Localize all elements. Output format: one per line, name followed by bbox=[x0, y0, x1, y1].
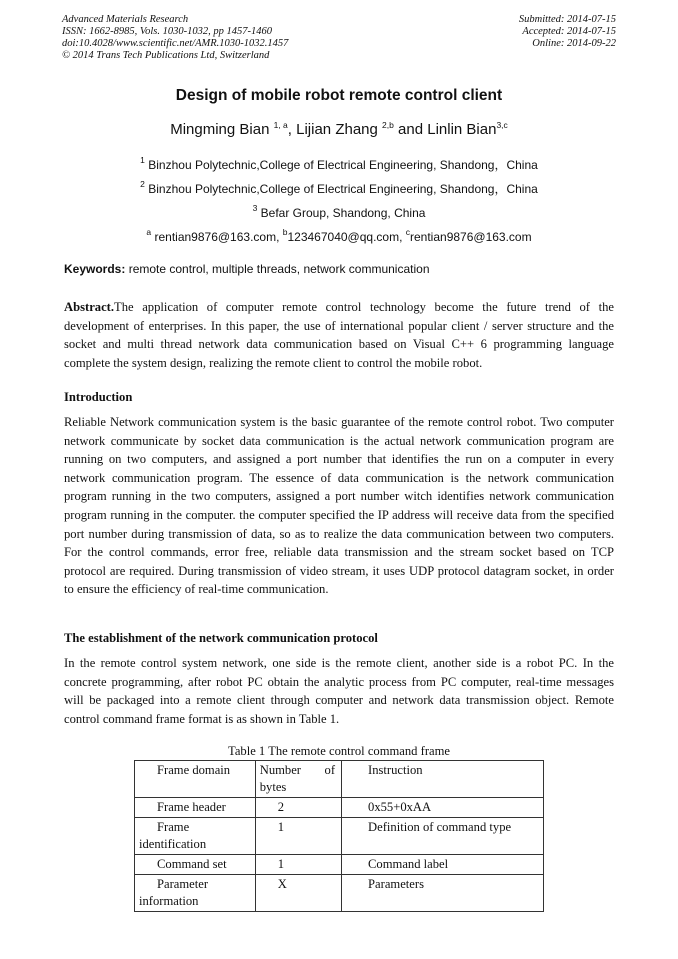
affiliation-text: Befar Group, Shandong, China bbox=[260, 206, 426, 220]
header-number: Number bbox=[259, 763, 302, 777]
instruction: Definition of command type bbox=[368, 820, 512, 834]
author-sup: 2,b bbox=[382, 120, 394, 130]
author-list bbox=[0, 120, 678, 138]
accepted-date: Accepted: 2014-07-15 bbox=[522, 26, 616, 37]
affiliation-text: Binzhou Polytechnic,College of Electrical Engineering, Shandong，China bbox=[148, 182, 538, 196]
copyright: © 2014 Trans Tech Publications Ltd, Switzerland bbox=[62, 50, 270, 61]
section-heading-introduction: Introduction bbox=[64, 390, 133, 404]
table-cell bbox=[342, 798, 544, 818]
author-name: Linlin Bian bbox=[427, 121, 497, 138]
affiliation-sup: 1 bbox=[140, 155, 145, 165]
table-cell bbox=[255, 875, 341, 912]
abstract bbox=[64, 298, 614, 372]
author-name: Lijian Zhang bbox=[296, 121, 378, 138]
table-cell bbox=[135, 855, 256, 875]
journal-info bbox=[62, 14, 288, 62]
introduction-text: Reliable Network communication system is the basic guarantee of the remote control robot. Two computer network communicate by socket data communication is the actual network communication program are running on two computers, and assigned a port number that identifies the run on a computer in every network communication program. The essence of data communication is the network communication program running in the two computers, assigned a port number witch identifies network communication program running in the computer. the computer specified the IP address will receive data from the specified port number during transmission of data, so as to realize the data communication between two computers. For the control commands, error free, reliable data transmission and the stream socket based on TCP protocol are required. During transmission of video stream, it uses UDP protocol datagram socket, in order to ensure the efficiency of real-time communication. bbox=[64, 415, 614, 597]
author-separator: , bbox=[287, 121, 297, 138]
table-cell bbox=[135, 818, 256, 855]
author-name: Mingming Bian bbox=[170, 121, 270, 138]
email: rentian9876@163.com bbox=[410, 230, 532, 244]
command-frame-table bbox=[134, 760, 544, 912]
frame-domain: Frame bbox=[157, 820, 190, 834]
header-instruction: Instruction bbox=[368, 763, 423, 777]
frame-domain: Command set bbox=[157, 857, 227, 871]
header-cell bbox=[135, 761, 256, 798]
header-bytes: bytes bbox=[259, 780, 287, 794]
table-cell bbox=[135, 875, 256, 912]
table-row bbox=[135, 798, 544, 818]
table-cell bbox=[255, 818, 341, 855]
instruction: Command label bbox=[368, 857, 449, 871]
affiliation-3 bbox=[0, 203, 678, 220]
affiliation-2 bbox=[0, 179, 678, 197]
affiliation-text: Binzhou Polytechnic,College of Electrical Engineering, Shandong，China bbox=[148, 158, 538, 172]
abstract-label: Abstract. bbox=[64, 300, 115, 314]
byte-count: 1 bbox=[277, 857, 285, 871]
doi: doi:10.4028/www.scientific.net/AMR.1030-1032.1457 bbox=[62, 38, 289, 49]
table-caption: Table 1 The remote control command frame bbox=[228, 744, 450, 758]
frame-domain-cont: information bbox=[139, 894, 199, 908]
table-header-row bbox=[135, 761, 544, 798]
byte-count: X bbox=[277, 877, 287, 891]
email: 123467040@qq.com, bbox=[287, 230, 406, 244]
keywords bbox=[64, 262, 430, 276]
frame-domain: Parameter bbox=[157, 877, 209, 891]
email-sup: b bbox=[282, 227, 288, 237]
header-number-of bbox=[260, 762, 341, 779]
protocol-text: In the remote control system network, one side is the remote client, another side is a robot PC. In the concrete programming, after robot PC obtain the analytic process from PC computer, real-time messages will be packaged into a remote client through computer and network data transmission object. Remote control command frame format is as shown in Table 1. bbox=[64, 656, 614, 726]
frame-domain-cont: identification bbox=[139, 837, 207, 851]
table-row bbox=[135, 875, 544, 912]
header-of: of bbox=[324, 763, 336, 777]
author-sup: 1, a bbox=[273, 120, 288, 130]
table-cell bbox=[342, 818, 544, 855]
table-row bbox=[135, 818, 544, 855]
header-cell bbox=[255, 761, 341, 798]
dates-info bbox=[519, 14, 616, 50]
email: rentian9876@163.com, bbox=[154, 230, 283, 244]
section-heading-protocol: The establishment of the network communication protocol bbox=[64, 631, 378, 645]
affiliation-sup: 2 bbox=[140, 179, 145, 189]
affiliation-sup: 3 bbox=[252, 203, 258, 213]
frame-domain: Frame header bbox=[157, 800, 226, 814]
table-cell bbox=[255, 798, 341, 818]
header-cell bbox=[342, 761, 544, 798]
online-date: Online: 2014-09-22 bbox=[532, 38, 616, 49]
author-separator: and bbox=[393, 121, 428, 138]
byte-count: 1 bbox=[277, 820, 285, 834]
issn: ISSN: 1662-8985, Vols. 1030-1032, pp 1457-1460 bbox=[62, 26, 272, 37]
instruction: Parameters bbox=[368, 877, 424, 891]
author-sup: 3,c bbox=[496, 120, 508, 130]
email-list bbox=[0, 227, 678, 244]
header-frame-domain: Frame domain bbox=[157, 763, 231, 777]
paper-title: Design of mobile robot remote control client bbox=[175, 87, 503, 104]
email-sup: c bbox=[405, 227, 410, 237]
table-row bbox=[135, 855, 544, 875]
abstract-text: The application of computer remote control technology become the future trend of the development of enterprises. In this paper, the use of international popular client / server structure and the socket and multi thread network data communication based on Visual C++ 6 programming language complete the system design, realizing the remote client to control the mobile robot. bbox=[64, 300, 614, 370]
affiliation-1 bbox=[0, 155, 678, 173]
byte-count: 2 bbox=[277, 800, 285, 814]
journal-name: Advanced Materials Research bbox=[62, 14, 189, 25]
instruction: 0x55+0xAA bbox=[368, 800, 432, 814]
keywords-label: Keywords: bbox=[64, 262, 126, 276]
email-sup: a bbox=[146, 227, 152, 237]
submitted-date: Submitted: 2014-07-15 bbox=[518, 14, 616, 25]
keywords-text: remote control, multiple threads, network communication bbox=[125, 262, 430, 276]
table-cell bbox=[135, 798, 256, 818]
table-cell bbox=[342, 855, 544, 875]
table-cell bbox=[342, 875, 544, 912]
table-cell bbox=[255, 855, 341, 875]
